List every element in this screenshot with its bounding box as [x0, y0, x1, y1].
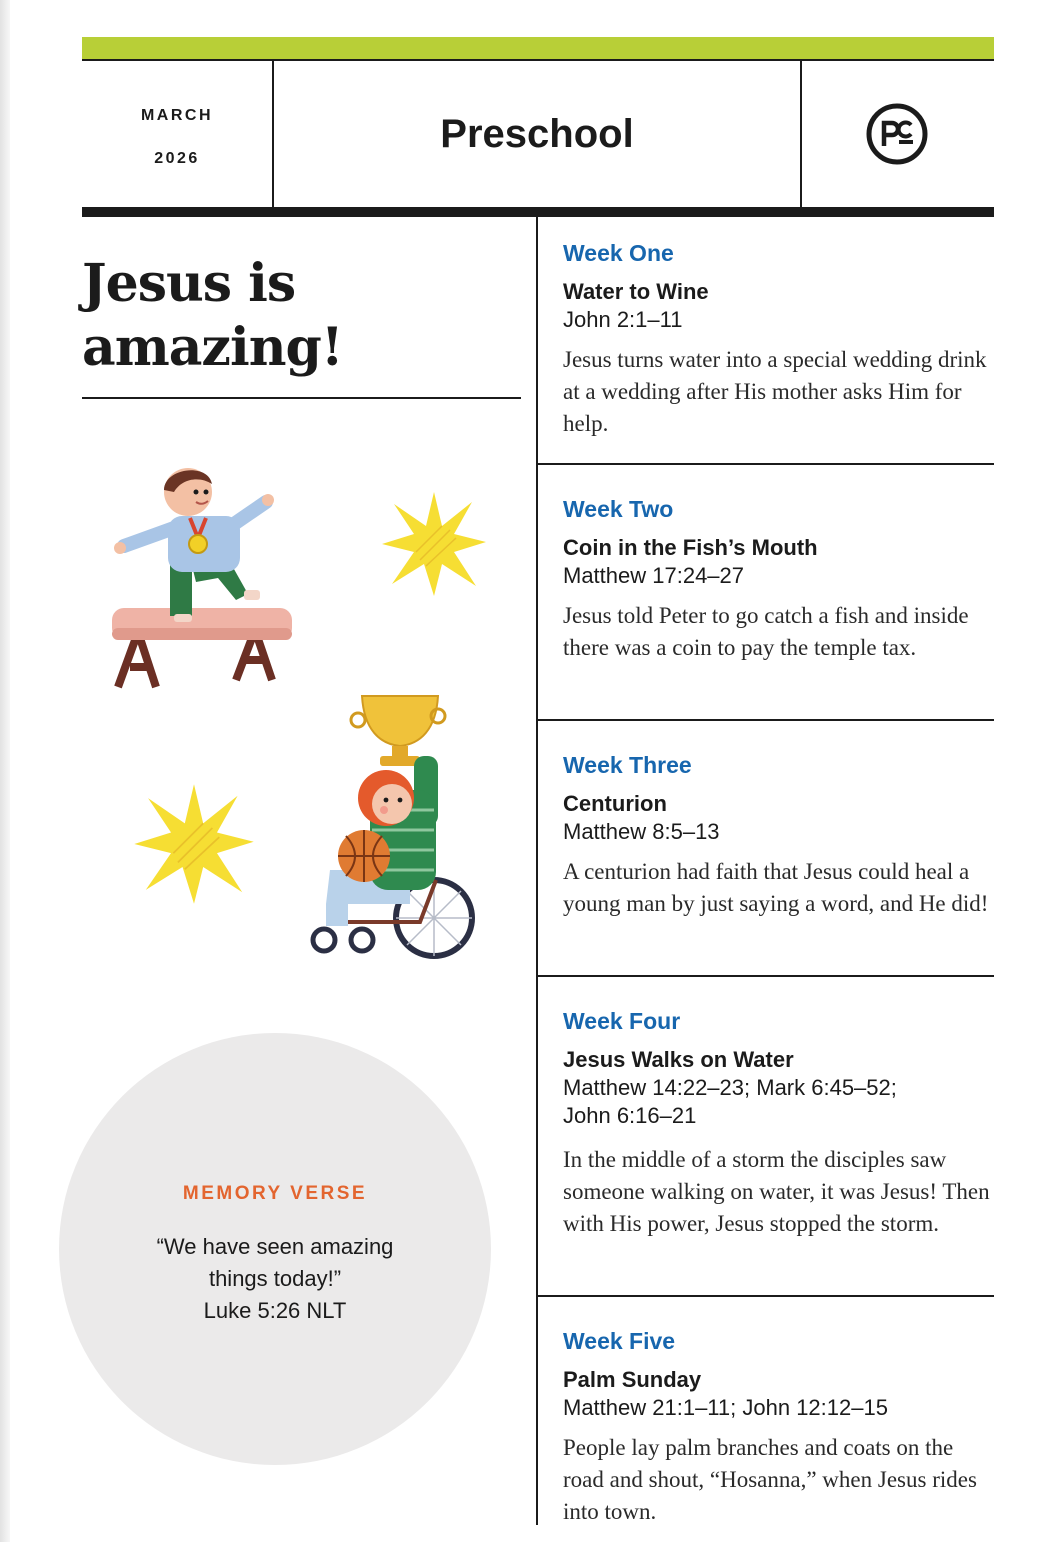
- accent-bar: [82, 37, 994, 59]
- header-title: Preschool: [274, 61, 802, 207]
- week-reference: Matthew 17:24–27: [563, 563, 745, 588]
- header-thick-rule: [82, 207, 994, 217]
- week-five-section: [538, 1328, 994, 1528]
- week-reference: Matthew 21:1–11; John 12:12–15: [563, 1395, 888, 1420]
- week-title: Palm Sunday: [563, 1367, 702, 1392]
- star-illustration: [132, 782, 256, 906]
- week-divider: [538, 1295, 994, 1297]
- week-one-section: [538, 240, 994, 462]
- week-two-section: [538, 496, 994, 718]
- child-wheelchair-trophy-illustration: [300, 690, 496, 962]
- week-four-section: [538, 1008, 994, 1294]
- memory-verse-reference: Luke 5:26 NLT: [203, 1298, 347, 1323]
- week-description: In the middle of a storm the disciples saw someone walking on water, it was Jesus! Then with His power, Jesus stopped the storm.: [563, 1147, 990, 1236]
- week-label: Week Five: [563, 1328, 676, 1354]
- week-label: Week One: [563, 240, 674, 266]
- memory-verse-label: MEMORY VERSE: [182, 1183, 368, 1204]
- week-description: Jesus turns water into a special wedding drink at a wedding after His mother asks Him for help.: [563, 347, 987, 436]
- header-month: MARCH: [140, 107, 214, 124]
- header-year: 2026: [154, 150, 200, 167]
- week-label: Week Three: [563, 752, 692, 778]
- star-illustration: [380, 490, 488, 598]
- week-description: A centurion had faith that Jesus could heal a young man by just saying a word, and He did!: [563, 859, 989, 916]
- week-label: Week Four: [563, 1008, 681, 1034]
- page-header: [82, 59, 994, 207]
- week-title: Coin in the Fish’s Mouth: [563, 535, 818, 560]
- week-description: People lay palm branches and coats on the road and shout, “Hosanna,” when Jesus rides into town.: [563, 1435, 977, 1524]
- page-edge-shadow: [0, 0, 10, 1542]
- theme-divider: [82, 397, 521, 399]
- week-three-section: [538, 752, 994, 974]
- week-title: Jesus Walks on Water: [563, 1047, 794, 1072]
- week-description: Jesus told Peter to go catch a fish and inside there was a coin to pay the temple tax.: [563, 603, 969, 660]
- memory-verse-circle: [59, 1033, 491, 1465]
- week-title: Centurion: [563, 791, 667, 816]
- week-reference: John 2:1–11: [563, 307, 683, 332]
- week-divider: [538, 975, 994, 977]
- pc-logo-icon: [866, 103, 928, 165]
- week-divider: [538, 463, 994, 465]
- week-divider: [538, 719, 994, 721]
- week-title: Water to Wine: [563, 279, 709, 304]
- memory-verse-text: “We have seen amazing things today!”: [156, 1234, 394, 1291]
- week-reference: Matthew 8:5–13: [563, 819, 720, 844]
- theme-title: Jesus is amazing!: [82, 253, 343, 378]
- child-balance-beam-illustration: [108, 462, 298, 694]
- week-reference: Matthew 14:22–23; Mark 6:45–52; John 6:16–21: [563, 1075, 897, 1128]
- header-date-box: [82, 61, 274, 207]
- week-label: Week Two: [563, 496, 674, 522]
